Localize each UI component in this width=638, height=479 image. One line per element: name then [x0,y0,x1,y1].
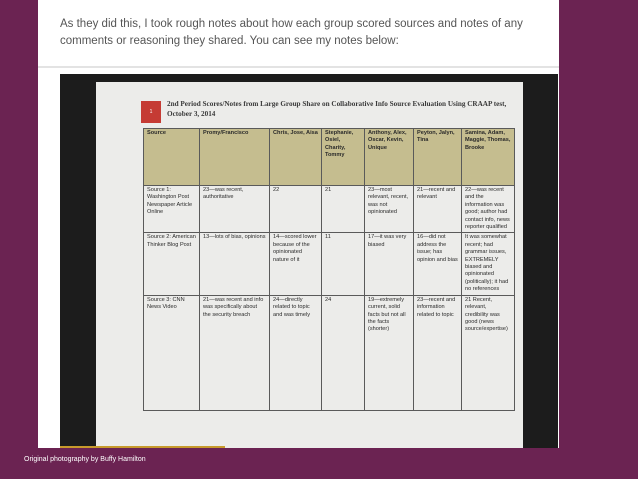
table-cell: 22—was recent and the information was good; author had contact info, news reporter qualified [462,186,515,233]
table-cell: 21—was recent and info was specifically about the security breach [200,295,270,410]
table-cell: It was somewhat recent; had grammar issues, EXTREMELY biased and opinionated (politically); it had no references [462,233,515,295]
header-cell: Stephanie, Osiel, Charity, Tommy [322,129,365,186]
intro-text: As they did this, I took rough notes about how each group scored sources and notes of any comments or reasoning they shared. You can see my notes below: [60,18,523,47]
table-cell: Source 1: Washington Post Newspaper Article Online [144,186,200,233]
table-cell: 23—recent and information related to topic [414,295,462,410]
table-row [144,233,515,295]
table-cell: 22 [270,186,322,233]
scores-table [143,128,515,411]
table-cell: 16—did not address the issue; has opinion and bias [414,233,462,295]
table-cell: 13—lots of bias, opinions [200,233,270,295]
header-cell: Samina, Adam, Maggie, Thomas, Brooke [462,129,515,186]
table-row [144,295,515,410]
table-cell: Source 3: CNN News Video [144,295,200,410]
paper-sheet [96,82,523,448]
table-cell: 14—scored lower because of the opinionated nature of it [270,233,322,295]
table-cell: 21 Recent, relevant, credibility was good (news source/expertise) [462,295,515,410]
table-cell: 21 [322,186,365,233]
document-photo [60,74,558,448]
photo-credit: Original photography by Buffy Hamilton [24,456,146,463]
document-title: 2nd Period Scores/Notes from Large Group Share on Collaborative Info Source Evaluation Using CRAAP test, October 3, 2014 [167,100,507,118]
table-cell: 19—extremely current, solid facts but not all the facts (shorter) [365,295,414,410]
table-row [144,186,515,233]
slide-content-panel [38,0,559,448]
table-cell: 11 [322,233,365,295]
divider-line [38,66,559,68]
header-cell: Peyton, Jalyn, Tina [414,129,462,186]
accent-line [60,446,225,448]
table-cell: 24—directly related to topic and was timely [270,295,322,410]
header-cell: Promy/Francisco [200,129,270,186]
header-cell: Chris, Jose, Aisa [270,129,322,186]
table-cell: 23—most relevant, recent, was not opinionated [365,186,414,233]
header-cell: Source [144,129,200,186]
header-cell: Anthony, Alex, Oscar, Kevin, Unique [365,129,414,186]
table-cell: 21—recent and relevant [414,186,462,233]
table-cell: Source 2: American Thinker Blog Post [144,233,200,295]
page-number-badge: 1 [141,101,161,123]
table-cell: 23—was recent, authoritative [200,186,270,233]
table-cell: 17—it was very biased [365,233,414,295]
table-cell: 24 [322,295,365,410]
table-header-row [144,129,515,186]
